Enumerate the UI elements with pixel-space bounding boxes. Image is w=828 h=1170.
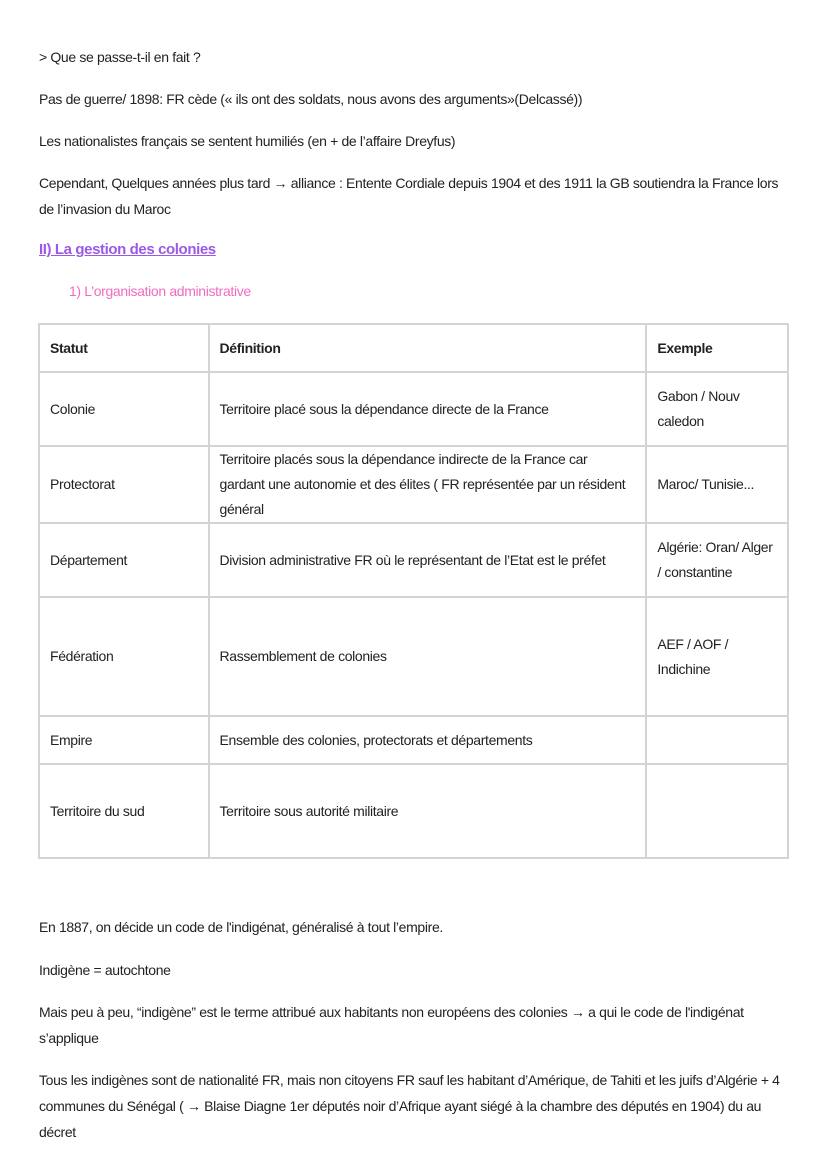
cell-definition: Rassemblement de colonies <box>209 597 647 716</box>
status-table <box>38 323 789 859</box>
cell-exemple <box>646 764 788 858</box>
cell-exemple <box>646 716 788 764</box>
cell-statut: Territoire du sud <box>39 764 209 858</box>
table-header-row <box>39 324 788 372</box>
paragraph-indigene-usage: Mais peu à peu, “indigène” est le terme attribué aux habitants non européens des colonies → a qui le code de l'indigénat s’applique <box>39 1004 744 1046</box>
table-row <box>39 372 788 446</box>
cell-definition: Division administrative FR où le représentant de l’Etat est le préfet <box>209 523 647 597</box>
table-row <box>39 523 788 597</box>
cell-exemple: Maroc/ Tunisie... <box>646 446 788 523</box>
header-definition: Définition <box>209 324 647 372</box>
cell-statut: Empire <box>39 716 209 764</box>
header-exemple: Exemple <box>646 324 788 372</box>
header-statut: Statut <box>39 324 209 372</box>
table-row <box>39 446 788 523</box>
table-row <box>39 716 788 764</box>
table-row <box>39 764 788 858</box>
cell-statut: Département <box>39 523 209 597</box>
cell-definition: Territoire sous autorité militaire <box>209 764 647 858</box>
cell-exemple: AEF / AOF / Indichine <box>646 597 788 716</box>
cell-statut: Colonie <box>39 372 209 446</box>
paragraph-fachoda: Pas de guerre/ 1898: FR cède (« ils ont des soldats, nous avons des arguments»(Delcassé)) <box>39 91 583 107</box>
cell-definition: Ensemble des colonies, protectorats et départements <box>209 716 647 764</box>
cell-definition: Territoire placé sous la dépendance directe de la France <box>209 372 647 446</box>
paragraph-question: > Que se passe-t-il en fait ? <box>39 49 201 65</box>
cell-exemple: Algérie: Oran/ Alger / constantine <box>646 523 788 597</box>
paragraph-nationalistes: Les nationalistes français se sentent humiliés (en + de l’affaire Dreyfus) <box>39 133 456 149</box>
section-heading: II) La gestion des colonies <box>39 241 216 258</box>
cell-statut: Protectorat <box>39 446 209 523</box>
paragraph-code-indigenat: En 1887, on décide un code de l'indigénat, généralisé à tout l’empire. <box>39 919 443 935</box>
table-row <box>39 597 788 716</box>
paragraph-entente-cordiale: Cependant, Quelques années plus tard → alliance : Entente Cordiale depuis 1904 et des 1911 la GB soutiendra la France lors de l’invasion du Maroc <box>39 175 779 217</box>
paragraph-indigene-definition: Indigène = autochtone <box>39 962 171 978</box>
cell-exemple: Gabon / Nouv caledon <box>646 372 788 446</box>
cell-statut: Fédération <box>39 597 209 716</box>
section-subheading: 1) L’organisation administrative <box>69 283 251 299</box>
cell-definition: Territoire placés sous la dépendance indirecte de la France car gardant une autonomie et des élites ( FR représentée par un résident général <box>209 446 647 523</box>
paragraph-nationalite: Tous les indigènes sont de nationalité FR, mais non citoyens FR sauf les habitant d’Amérique, de Tahiti et les juifs d’Algérie + 4 communes du Sénégal ( → Blaise Diagne 1er députés noir d’Afrique ayant siégé à la chambre des députés en 1904) du au décret <box>39 1072 780 1140</box>
